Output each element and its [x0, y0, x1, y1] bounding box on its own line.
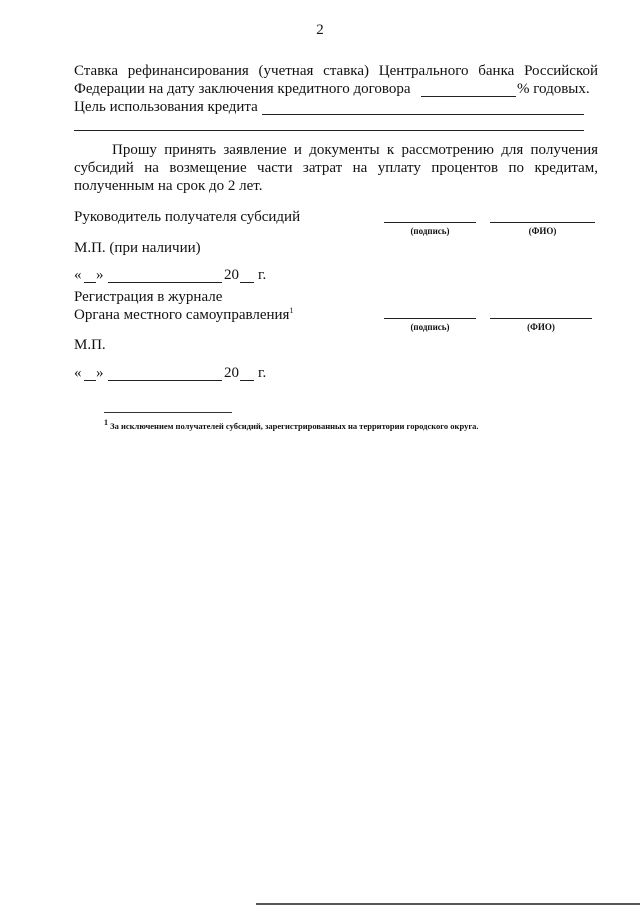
credit-purpose-label: Цель использования кредита	[74, 99, 258, 115]
date-day-field-2[interactable]	[84, 380, 96, 381]
footnote-mark: 1	[104, 418, 108, 428]
request-line-2: субсидий на возмещение части затрат на уплату процентов по кредитам,	[74, 160, 598, 176]
page-number: 2	[316, 22, 324, 38]
registration-signature-caption: (подпись)	[410, 322, 450, 332]
credit-purpose-field-continued[interactable]	[74, 130, 584, 131]
intro-line-1: Ставка рефинансирования (учетная ставка) Центрального банка Российской	[74, 63, 598, 79]
date-day-field-1[interactable]	[84, 282, 96, 283]
date-year-suffix-2: г.	[258, 365, 267, 381]
head-name-caption: (ФИО)	[528, 226, 557, 236]
request-line-3: полученным на срок до 2 лет.	[74, 178, 263, 194]
percent-annual-label: % годовых.	[517, 81, 590, 97]
credit-purpose-field[interactable]	[262, 114, 584, 115]
date-month-field-2[interactable]	[108, 380, 222, 381]
footnote	[104, 418, 479, 431]
stamp-label-1: М.П. (при наличии)	[74, 240, 201, 256]
head-signature-field[interactable]	[384, 222, 476, 223]
date-year-prefix-2: 20	[224, 365, 239, 381]
registration-name-caption: (ФИО)	[527, 322, 555, 332]
date-open-quote-2: «	[74, 365, 82, 381]
date-year-field-2[interactable]	[240, 380, 254, 381]
date-close-quote-2: »	[96, 365, 104, 381]
date-close-quote-1: »	[96, 267, 104, 283]
interest-rate-field[interactable]	[421, 96, 516, 97]
footnote-reference: 1	[289, 306, 294, 315]
registration-signature-field[interactable]	[384, 318, 476, 319]
head-of-recipient-label: Руководитель получателя субсидий	[74, 209, 301, 225]
footnote-separator	[104, 412, 232, 413]
head-signature-caption: (подпись)	[410, 226, 450, 236]
date-year-suffix-1: г.	[258, 267, 267, 283]
intro-line-2-text: Федерации на дату заключения кредитного договора	[74, 81, 411, 97]
date-month-field-1[interactable]	[108, 282, 222, 283]
registration-name-field[interactable]	[490, 318, 592, 319]
date-year-prefix-1: 20	[224, 267, 239, 283]
stamp-label-2: М.П.	[74, 337, 106, 353]
registration-line-2-text: Органа местного самоуправления	[74, 307, 290, 323]
request-line-1: Прошу принять заявление и документы к рассмотрению для получения	[112, 142, 598, 158]
registration-line-1: Регистрация в журнале	[74, 289, 223, 305]
head-name-field[interactable]	[490, 222, 595, 223]
date-year-field-1[interactable]	[240, 282, 254, 283]
footnote-text: За исключением получателей субсидий, зарегистрированных на территории городского округа.	[110, 421, 479, 431]
registration-line-2	[74, 307, 293, 324]
intro-line-2	[74, 81, 411, 98]
date-open-quote-1: «	[74, 267, 82, 283]
